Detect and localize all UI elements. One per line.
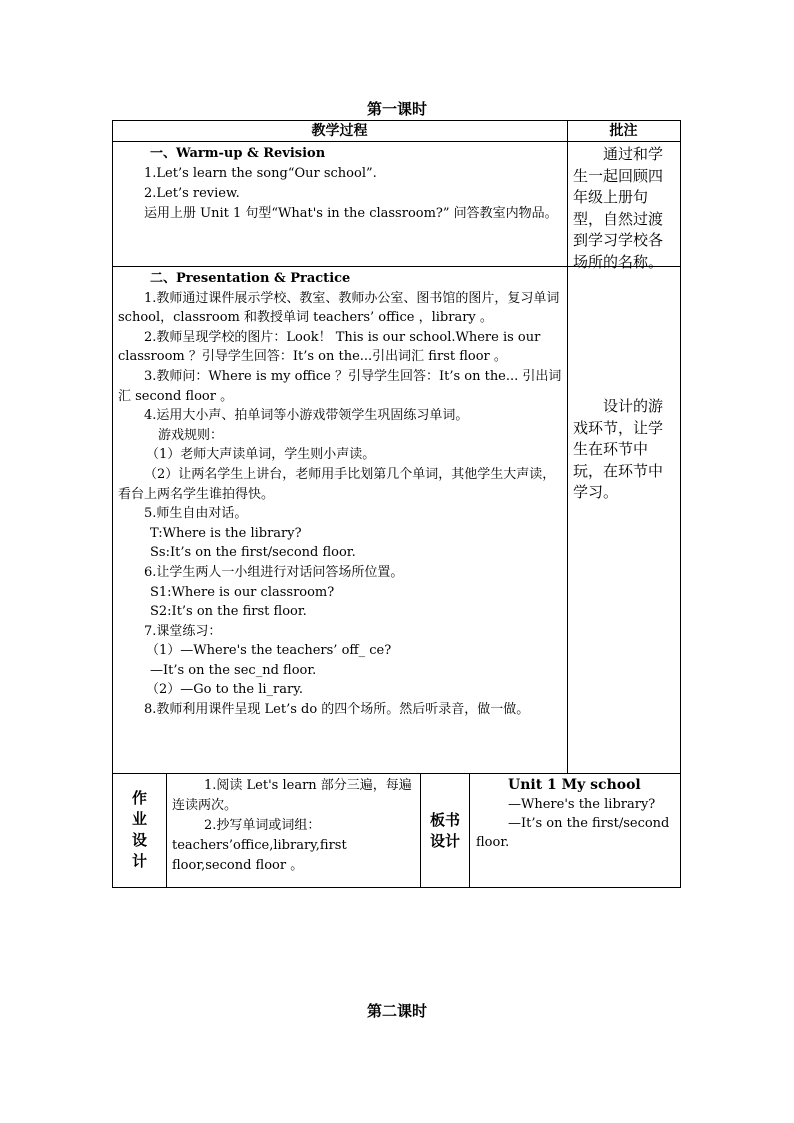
game-rule-2: （2）让两名学生上讲台，老师用手比划第几个单词，其他学生大声读，看台上两名学生谁拍得快。 — [118, 466, 556, 502]
exercise-line-2: —It’s on the sec_nd floor. — [150, 662, 317, 678]
board-label-right-divider — [469, 773, 470, 887]
section1-heading: 一、Warm-up & Revision — [150, 146, 326, 161]
section2-step-5: 5.师生自由对话。 — [144, 506, 248, 522]
section1-line-3: 运用上册 Unit 1 句型“What's in the classroom?” 问答教室内物品。 — [144, 206, 558, 221]
table-border-bottom — [112, 887, 681, 888]
dialog-line-3: S1:Where is our classroom? — [150, 584, 335, 600]
section2-content — [118, 269, 564, 720]
board-title: Unit 1 My school — [508, 777, 641, 793]
table-row2-divider — [112, 773, 681, 774]
homework-content — [172, 776, 416, 876]
game-rule-1: （1）老师大声读单词，学生则小声读。 — [146, 447, 376, 463]
dialog-line-4: S2:It’s on the first floor. — [150, 604, 307, 620]
notes-column-divider — [567, 120, 568, 773]
section1-line-2: 2.Let’s review. — [144, 186, 240, 201]
section2-heading: 二、Presentation & Practice — [150, 271, 351, 286]
lesson-2-title: 第二课时 — [366, 1002, 427, 1020]
section2-step-3: 3.教师问：Where is my office ？引导学生回答：It’s on the... 引出词汇 second floor 。 — [118, 368, 562, 404]
board-label: 板书 设计 — [429, 811, 460, 850]
homework-label-divider — [166, 773, 167, 887]
homework-line-1: 1.阅读 Let's learn 部分三遍，每遍连读两次。 — [172, 778, 412, 813]
header-notes: 批注 — [609, 123, 638, 139]
homework-line-3: teachers’office,library,first — [172, 838, 347, 853]
exercise-line-1: （1）—Where's the teachers’ off_ ce? — [146, 643, 392, 659]
section1-content — [118, 144, 564, 224]
section2-note: 设计的游戏环节，让学生在环节中玩，在环节中学习。 — [573, 397, 664, 501]
section2-step-1: 1.教师通过课件展示学校、教室、教师办公室、图书馆的图片，复习单词 school，classroom 和教授单词 teachers’ office ，library 。 — [118, 290, 560, 326]
lesson-1-title: 第一课时 — [366, 100, 427, 118]
dialog-line-1: T:Where is the library? — [150, 525, 302, 541]
table-header-divider — [112, 141, 681, 142]
game-rules-label: 游戏规则： — [158, 427, 224, 443]
section2-step-6: 6.让学生两人一小组进行对话问答场所位置。 — [144, 564, 404, 580]
section2-step-2: 2.教师呈现学校的图片：Look！ This is our school.Where is our classroom ？引导学生回答：It’s on the...引出词汇 first floor 。 — [118, 329, 541, 365]
exercise-line-3: （2）—Go to the li_rary. — [146, 682, 303, 698]
board-answer: —It’s on the first/second floor. — [476, 816, 670, 850]
section2-step-4: 4.运用大小声、拍单词等小游戏带领学生巩固练习单词。 — [144, 408, 469, 424]
homework-label: 作 业 设 计 — [131, 789, 147, 870]
homework-line-2: 2.抄写单词或词组： — [204, 818, 321, 833]
homework-line-4: floor,second floor 。 — [172, 858, 304, 873]
table-border-left — [112, 120, 113, 888]
board-question: —Where's the library? — [508, 797, 656, 812]
section1-note: 通过和学生一起回顾四年级上册句型，自然过渡到学习学校各场所的名称。 — [573, 145, 664, 271]
section2-step-7: 7.课堂练习： — [144, 623, 222, 639]
section1-line-1: 1.Let’s learn the song“Our school”. — [144, 166, 377, 181]
header-teaching-process: 教学过程 — [311, 123, 368, 139]
dialog-line-2: Ss:It’s on the first/second floor. — [150, 545, 356, 561]
section2-step-8: 8.教师利用课件呈现 Let’s do 的四个场所。然后听录音，做一做。 — [144, 702, 530, 718]
board-content — [476, 776, 676, 852]
table-border-right — [680, 120, 681, 888]
